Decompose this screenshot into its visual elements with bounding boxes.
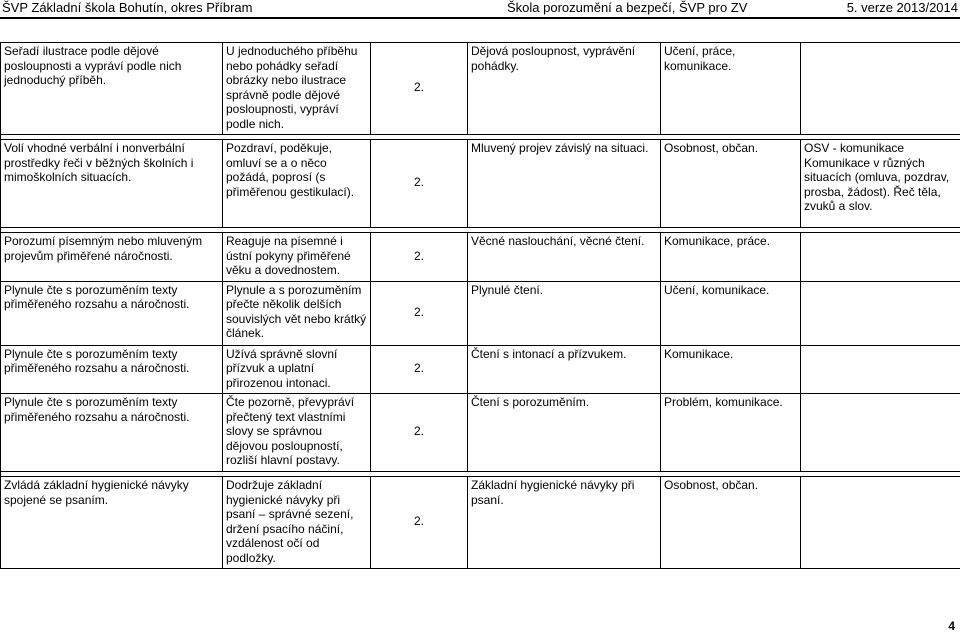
table-row [1,477,960,569]
cross-topic-cell [801,394,960,472]
expected-output-cell: Porozumí písemným nebo mluveným projevům přiměřené náročnosti. [1,233,223,282]
cross-topic-cell [801,345,960,394]
school-output-cell: Pozdraví, poděkuje, omluví se a o něco požádá, poprosí (s přiměřenou gestikulací). [223,140,371,228]
expected-output-cell: Plynule čte s porozuměním texty přiměřeného rozsahu a náročnosti. [1,281,223,345]
expected-output-cell: Plynule čte s porozuměním texty přiměřeného rozsahu a náročnosti. [1,394,223,472]
expected-output-cell: Volí vhodné verbální i nonverbální prostředky řeči v běžných školních i mimoškolních situacích. [1,140,223,228]
cross-topic-cell [801,281,960,345]
expected-output-cell: Seřadí ilustrace podle dějové posloupnosti a vypráví podle nich jednoduchý příběh. [1,43,223,135]
table-row [1,281,960,345]
curriculum-cell: Čtení s porozuměním. [468,394,661,472]
grade-cell: 2. [371,345,468,394]
table-row [1,43,960,135]
header-right: 5. verze 2013/2014 [846,0,958,15]
cross-topic-cell [801,477,960,569]
grade-cell: 2. [371,281,468,345]
competence-cell: Osobnost, občan. [661,477,801,569]
header-center: Škola porozumění a bezpečí, ŠVP pro ZV [507,0,748,15]
grade-cell: 2. [371,233,468,282]
competence-cell: Komunikace, práce. [661,233,801,282]
grade-cell: 2. [371,477,468,569]
grade-cell: 2. [371,43,468,135]
grade-cell: 2. [371,394,468,472]
curriculum-cell: Čtení s intonací a přízvukem. [468,345,661,394]
table-row [1,345,960,394]
competence-cell: Učení, komunikace. [661,281,801,345]
curriculum-cell: Věcné naslouchání, věcné čtení. [468,233,661,282]
table-row [1,233,960,282]
header-left: ŠVP Základní škola Bohutín, okres Příbram [2,0,253,15]
expected-output-cell: Plynule čte s porozuměním texty přiměřeného rozsahu a náročnosti. [1,345,223,394]
cross-topic-cell [801,233,960,282]
school-output-cell: U jednoduchého příběhu nebo pohádky seřadí obrázky nebo ilustrace správně podle dějové posloupnosti, vypráví podle nich. [223,43,371,135]
school-output-cell: Čte pozorně, převypráví přečtený text vlastními slovy se správnou dějovou posloupností, rozliší hlavní postavy. [223,394,371,472]
table-row [1,394,960,472]
expected-output-cell: Zvládá základní hygienické návyky spojené se psaním. [1,477,223,569]
curriculum-cell: Dějová posloupnost, vyprávění pohádky. [468,43,661,135]
header-rule [0,17,960,19]
page-header [0,0,960,17]
table-row [1,140,960,228]
competence-cell: Problém, komunikace. [661,394,801,472]
school-output-cell: Dodržuje základní hygienické návyky při psaní – správné sezení, držení psacího náčiní, vzdálenost očí od podložky. [223,477,371,569]
competence-cell: Komunikace. [661,345,801,394]
curriculum-table [0,42,960,569]
page-number: 4 [948,619,955,633]
competence-cell: Osobnost, občan. [661,140,801,228]
cross-topic-cell [801,43,960,135]
school-output-cell: Reaguje na písemné i ústní pokyny přiměřené věku a dovednostem. [223,233,371,282]
school-output-cell: Plynule a s porozuměním přečte několik delších souvislých vět nebo krátký článek. [223,281,371,345]
curriculum-cell: Základní hygienické návyky při psaní. [468,477,661,569]
curriculum-cell: Plynulé čtení. [468,281,661,345]
competence-cell: Učení, práce, komunikace. [661,43,801,135]
cross-topic-cell: OSV - komunikace Komunikace v různých situacích (omluva, pozdrav, prosba, žádost). Řeč těla, zvuků a slov. [801,140,960,228]
grade-cell: 2. [371,140,468,228]
school-output-cell: Užívá správně slovní přízvuk a uplatní přirozenou intonaci. [223,345,371,394]
curriculum-cell: Mluvený projev závislý na situaci. [468,140,661,228]
